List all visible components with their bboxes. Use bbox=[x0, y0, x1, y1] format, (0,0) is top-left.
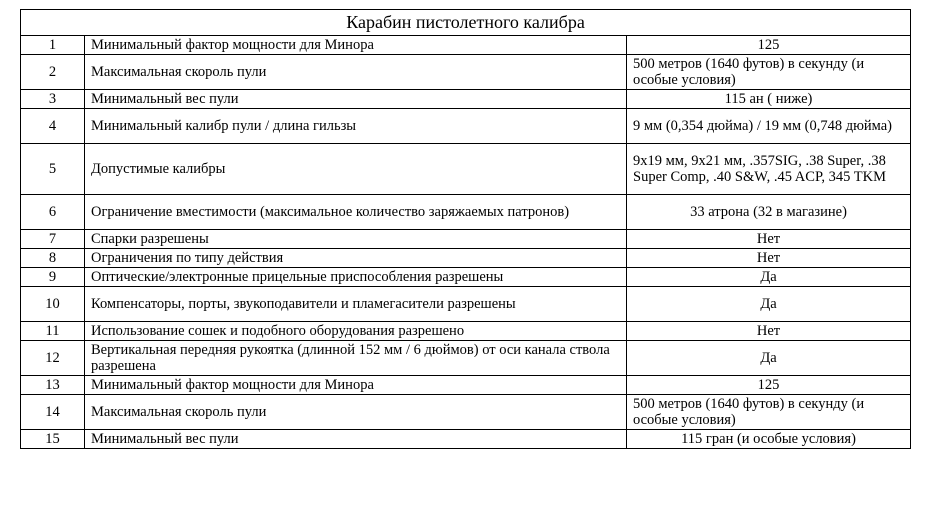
row-value: 33 атрона (32 в магазине) bbox=[627, 195, 911, 230]
row-parameter: Минимальный вес пули bbox=[85, 90, 627, 109]
row-value: Нет bbox=[627, 230, 911, 249]
row-value: Да bbox=[627, 268, 911, 287]
table-row bbox=[21, 376, 911, 395]
row-parameter: Минимальный вес пули bbox=[85, 430, 627, 449]
row-value: Да bbox=[627, 287, 911, 322]
table-row bbox=[21, 90, 911, 109]
table-row bbox=[21, 268, 911, 287]
table-row bbox=[21, 36, 911, 55]
row-value: 125 bbox=[627, 36, 911, 55]
row-parameter: Допустимые калибры bbox=[85, 144, 627, 195]
row-number: 15 bbox=[21, 430, 85, 449]
table-row bbox=[21, 322, 911, 341]
row-value: Да bbox=[627, 341, 911, 376]
row-value: 9 мм (0,354 дюйма) / 19 мм (0,748 дюйма) bbox=[627, 109, 911, 144]
table-row bbox=[21, 395, 911, 430]
row-parameter: Минимальный фактор мощности для Минора bbox=[85, 36, 627, 55]
row-parameter: Использование сошек и подобного оборудования разрешено bbox=[85, 322, 627, 341]
table-row bbox=[21, 230, 911, 249]
row-parameter: Ограничения по типу действия bbox=[85, 249, 627, 268]
row-value: 500 метров (1640 футов) в секунду (и особые условия) bbox=[627, 55, 911, 90]
row-number: 10 bbox=[21, 287, 85, 322]
row-value: 125 bbox=[627, 376, 911, 395]
row-parameter: Спарки разрешены bbox=[85, 230, 627, 249]
row-parameter: Максимальная скороль пули bbox=[85, 55, 627, 90]
table-row bbox=[21, 430, 911, 449]
row-value: Нет bbox=[627, 249, 911, 268]
row-parameter: Вертикальная передняя рукоятка (длинной 152 мм / 6 дюймов) от оси канала ствола разрешена bbox=[85, 341, 627, 376]
table-row bbox=[21, 144, 911, 195]
row-value: 9x19 мм, 9x21 мм, .357SIG, .38 Super, .38 Super Comp, .40 S&W, .45 ACP, 345 TKM bbox=[627, 144, 911, 195]
table-title: Карабин пистолетного калибра bbox=[21, 10, 911, 36]
row-number: 6 bbox=[21, 195, 85, 230]
row-number: 9 bbox=[21, 268, 85, 287]
table-body bbox=[21, 36, 911, 449]
table-row bbox=[21, 195, 911, 230]
row-value: 115 гран (и особые условия) bbox=[627, 430, 911, 449]
row-value: Нет bbox=[627, 322, 911, 341]
table-row bbox=[21, 341, 911, 376]
row-number: 2 bbox=[21, 55, 85, 90]
row-parameter: Минимальный калибр пули / длина гильзы bbox=[85, 109, 627, 144]
row-parameter: Минимальный фактор мощности для Минора bbox=[85, 376, 627, 395]
table-row bbox=[21, 55, 911, 90]
row-parameter: Оптические/электронные прицельные приспособления разрешены bbox=[85, 268, 627, 287]
table-row bbox=[21, 249, 911, 268]
row-number: 12 bbox=[21, 341, 85, 376]
row-number: 1 bbox=[21, 36, 85, 55]
row-parameter: Компенсаторы, порты, звукоподавители и пламегасители разрешены bbox=[85, 287, 627, 322]
row-number: 3 bbox=[21, 90, 85, 109]
row-number: 7 bbox=[21, 230, 85, 249]
row-value: 500 метров (1640 футов) в секунду (и особые условия) bbox=[627, 395, 911, 430]
row-number: 14 bbox=[21, 395, 85, 430]
row-number: 5 bbox=[21, 144, 85, 195]
row-number: 4 bbox=[21, 109, 85, 144]
row-number: 11 bbox=[21, 322, 85, 341]
rules-table bbox=[20, 9, 911, 449]
document-page bbox=[20, 9, 911, 449]
row-parameter: Максимальная скороль пули bbox=[85, 395, 627, 430]
table-row bbox=[21, 287, 911, 322]
table-row bbox=[21, 109, 911, 144]
row-number: 8 bbox=[21, 249, 85, 268]
row-value: 115 ан ( ниже) bbox=[627, 90, 911, 109]
row-number: 13 bbox=[21, 376, 85, 395]
row-parameter: Ограничение вместимости (максимальное количество заряжаемых патронов) bbox=[85, 195, 627, 230]
